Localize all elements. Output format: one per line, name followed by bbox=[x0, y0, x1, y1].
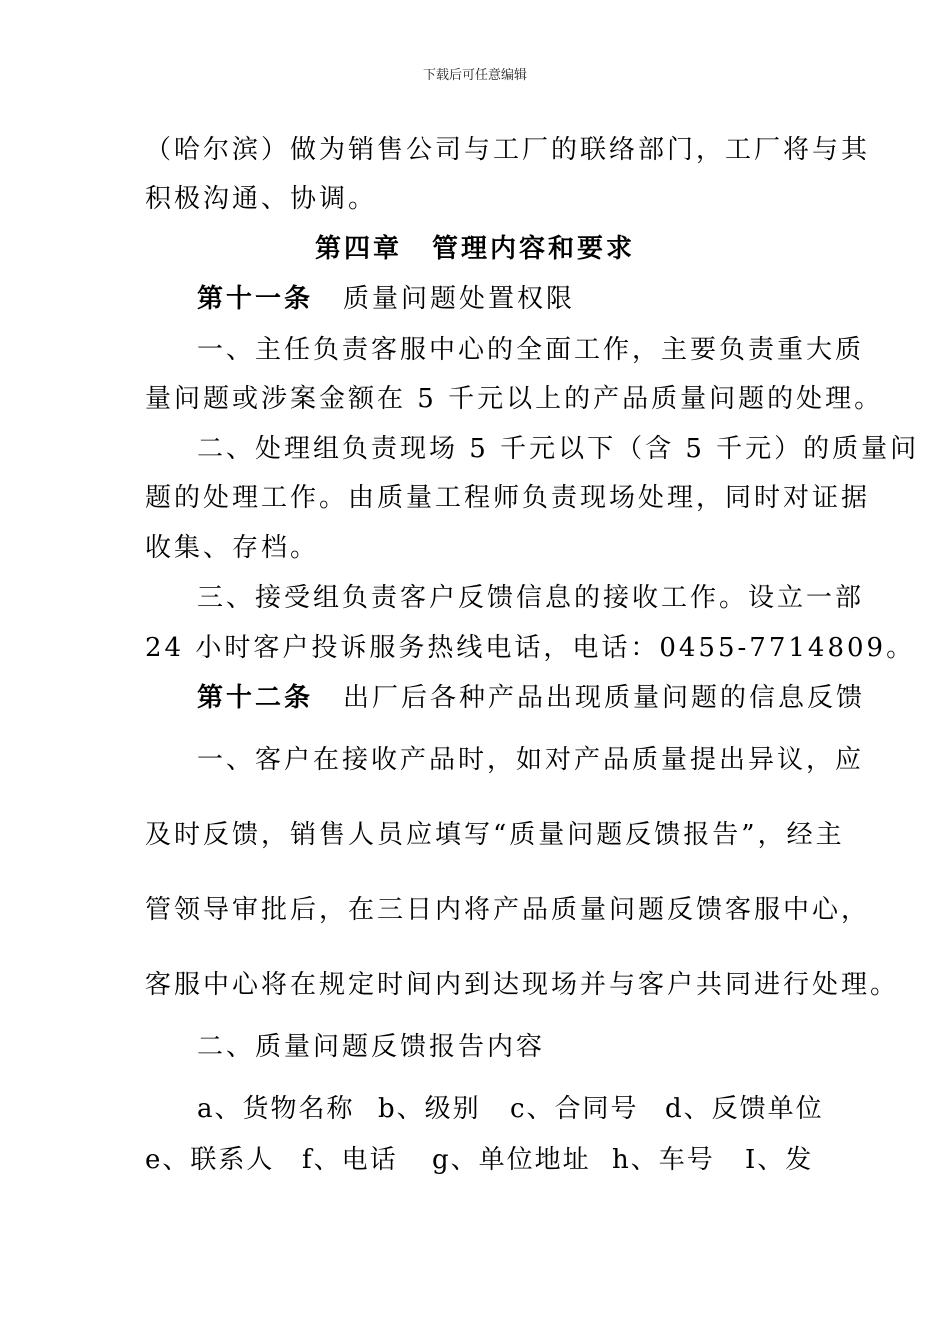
list-item: d、反馈单位 bbox=[665, 1094, 824, 1124]
paragraph-line: （哈尔滨）做为销售公司与工厂的联络部门，工厂将与其 bbox=[145, 135, 871, 165]
paragraph-line: 及时反馈，销售人员应填写“质量问题反馈报告”，经主 bbox=[145, 820, 845, 850]
paragraph-line: 一、主任负责客服中心的全面工作，主要负责重大质 bbox=[197, 335, 865, 365]
list-item: b、级别 bbox=[378, 1094, 481, 1124]
article-heading bbox=[197, 282, 575, 316]
article-label: 第十一条 bbox=[197, 284, 314, 314]
chapter-heading bbox=[0, 232, 950, 266]
list-item: a、货物名称 bbox=[197, 1094, 355, 1124]
list-item: g、单位地址 bbox=[432, 1145, 591, 1175]
article-title: 出厂后各种产品出现质量问题的信息反馈 bbox=[343, 683, 866, 713]
page-header: 下载后可任意编辑 bbox=[422, 68, 527, 83]
paragraph-line: 量问题或涉案金额在 5 千元以上的产品质量问题的处理。 bbox=[145, 384, 884, 414]
article-heading bbox=[197, 681, 865, 715]
paragraph-line: 管领导审批后，在三日内将产品质量问题反馈客服中心， bbox=[145, 895, 871, 925]
paragraph-line: 收集、存档。 bbox=[145, 533, 320, 563]
paragraph-line: 二、处理组负责现场 5 千元以下（含 5 千元）的质量问 bbox=[197, 434, 920, 464]
chapter-number: 第四章 bbox=[314, 234, 402, 264]
paragraph-line: 积极沟通、协调。 bbox=[145, 184, 378, 214]
paragraph-line: 三、接受组负责客户反馈信息的接收工作。设立一部 bbox=[197, 583, 865, 613]
article-label: 第十二条 bbox=[197, 683, 314, 713]
article-title: 质量问题处置权限 bbox=[343, 284, 576, 314]
list-item: h、车号 bbox=[612, 1145, 715, 1175]
list-item: e、联系人 bbox=[145, 1145, 275, 1175]
items-row bbox=[0, 1143, 950, 1177]
paragraph-line: 客服中心将在规定时间内到达现场并与客户共同进行处理。 bbox=[145, 970, 900, 1000]
paragraph-line: 一、客户在接收产品时，如对产品质量提出异议，应 bbox=[197, 745, 865, 775]
paragraph-line: 二、质量问题反馈报告内容 bbox=[197, 1032, 546, 1062]
paragraph-line: 24 小时客户投诉服务热线电话，电话：0455-7714809。 bbox=[145, 633, 916, 663]
items-row bbox=[0, 1092, 950, 1126]
paragraph-line: 题的处理工作。由质量工程师负责现场处理，同时对证据 bbox=[145, 483, 871, 513]
list-item: c、合同号 bbox=[510, 1094, 639, 1124]
chapter-title: 管理内容和要求 bbox=[432, 234, 636, 264]
list-item: f、电话 bbox=[302, 1145, 398, 1175]
list-item: I、发 bbox=[745, 1145, 814, 1175]
